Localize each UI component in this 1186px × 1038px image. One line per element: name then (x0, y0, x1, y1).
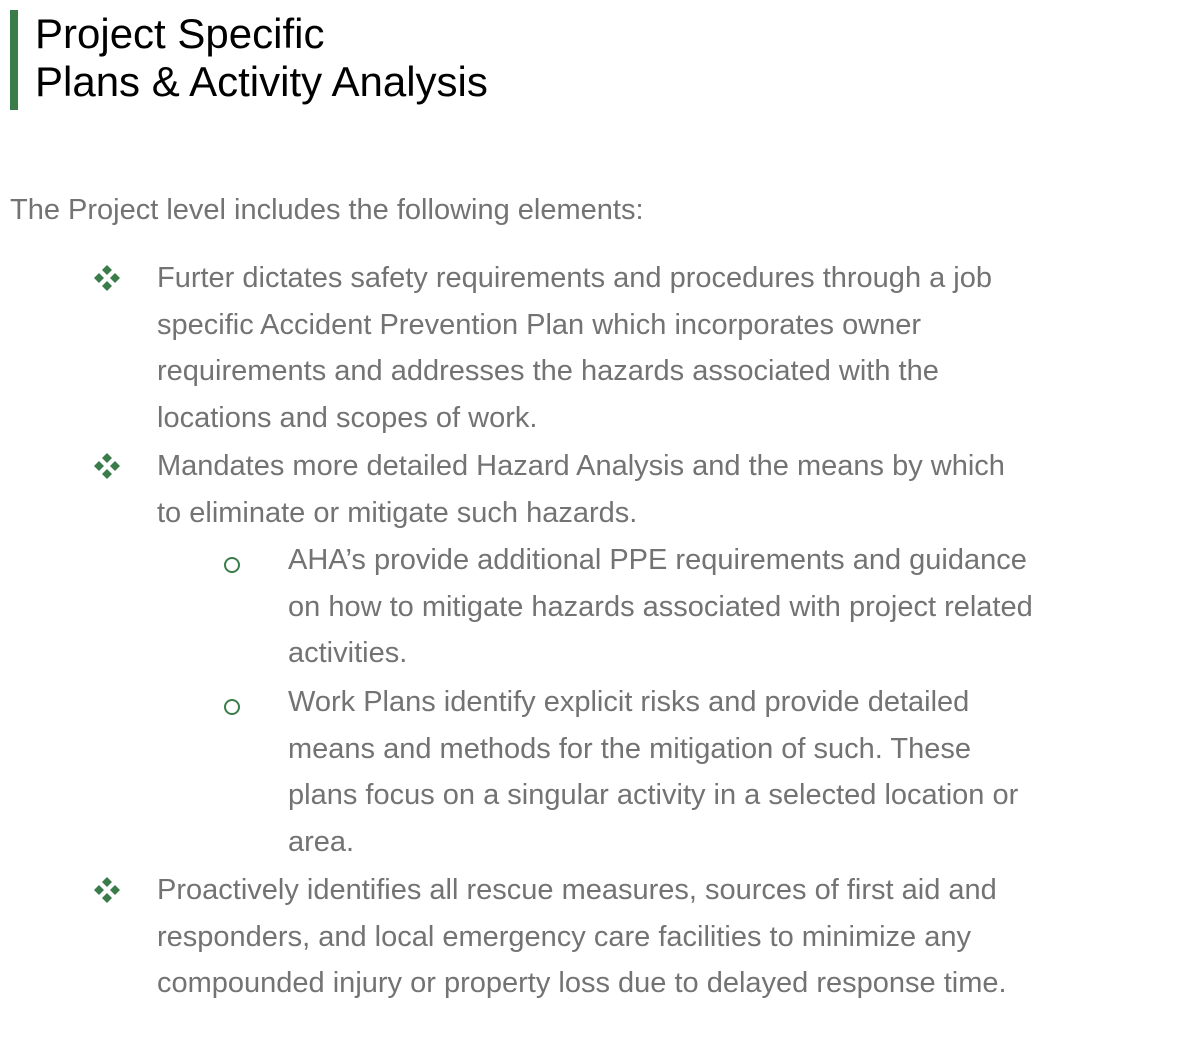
circle-bullet-icon (224, 699, 240, 715)
page-title (10, 10, 488, 110)
bullet-3-line-3: compounded injury or property loss due to delayed response time. (157, 967, 1007, 999)
circle-bullet-icon (224, 557, 240, 573)
bullet-2-line-2: to eliminate or mitigate such hazards. (157, 496, 638, 529)
diamond-bullet-icon (92, 451, 122, 481)
subbullet-1-line-1: AHA’s provide additional PPE requirements and guidance (288, 544, 1027, 576)
bullet-item-2 (157, 443, 1147, 536)
bullet-item-1 (157, 255, 1147, 441)
subbullet-2-line-4: area. (288, 825, 355, 858)
bullet-2-line-1: Mandates more detailed Hazard Analysis and the means by which (157, 450, 1005, 482)
bullet-3-line-1: Proactively identifies all rescue measures, sources of first aid and (157, 874, 997, 906)
bullet-1-line-3: requirements and addresses the hazards associated with the (157, 355, 939, 387)
subbullet-1-line-2: on how to mitigate hazards associated with project related (288, 590, 1033, 623)
intro-text: The Project level includes the following elements: (10, 194, 644, 226)
bullet-3-line-2: responders, and local emergency care facilities to minimize any (157, 920, 971, 953)
title-line-1: Project Specific (35, 10, 325, 57)
bullet-1-line-4: locations and scopes of work. (157, 401, 538, 434)
subbullet-2-line-1: Work Plans identify explicit risks and provide detailed (288, 686, 970, 718)
subbullet-1-line-3: activities. (288, 637, 408, 669)
subbullet-item-2 (288, 679, 1163, 865)
subbullet-2-line-3: plans focus on a singular activity in a selected location or (288, 779, 1019, 811)
bullet-1-line-1: Furter dictates safety requirements and procedures through a job (157, 262, 993, 294)
diamond-bullet-icon (92, 263, 122, 293)
subbullet-item-1 (288, 537, 1163, 677)
subbullet-2-line-2: means and methods for the mitigation of such. These (288, 732, 971, 765)
bullet-1-line-2: specific Accident Prevention Plan which incorporates owner (157, 308, 922, 341)
bullet-item-3 (157, 867, 1147, 1007)
diamond-bullet-icon (92, 875, 122, 905)
title-line-2: Plans & Activity Analysis (35, 58, 488, 105)
